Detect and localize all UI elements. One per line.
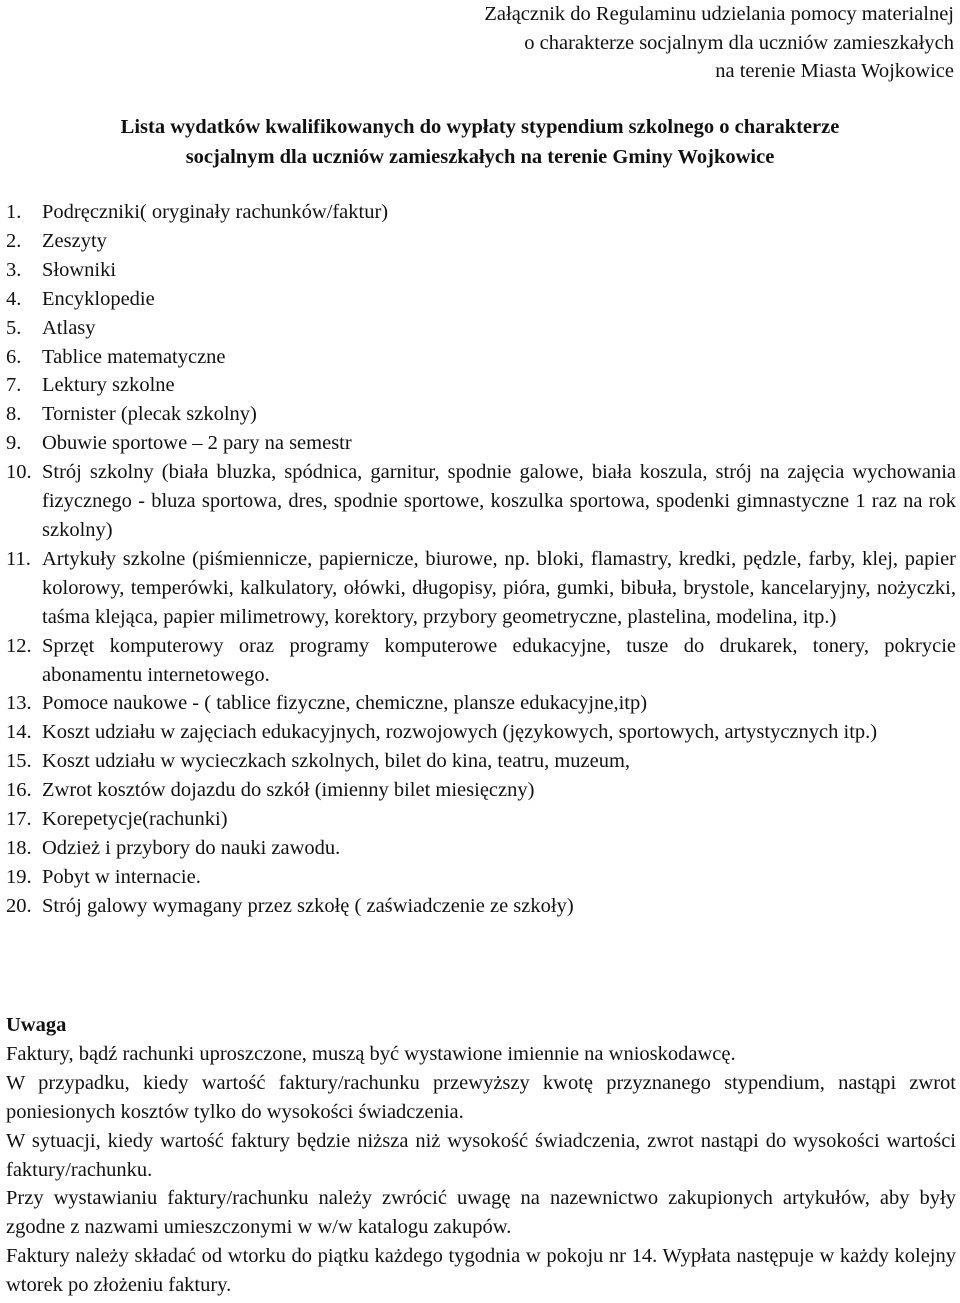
item-number: 5.: [6, 316, 22, 339]
item-text: Pomoce naukowe - ( tablice fizyczne, chemiczne, plansze edukacyjne,itp): [42, 692, 648, 715]
list-item: [6, 285, 956, 314]
item-number: 17.: [6, 808, 32, 831]
item-number: 13.: [6, 692, 32, 715]
item-text: Zwrot kosztów dojazdu do szkół (imienny bilet miesięczny): [42, 779, 535, 802]
item-number: 14.: [6, 721, 32, 744]
item-text: Pobyt w internacie.: [42, 865, 201, 888]
note-paragraph: W sytuacji, kiedy wartość faktury będzie niższa niż wysokość świadczenia, zwrot nastąpi do wysokości wartości faktury/rachunku.: [6, 1129, 956, 1181]
item-text: Słowniki: [42, 258, 117, 281]
item-number: 19.: [6, 865, 32, 888]
list-item: [6, 747, 956, 776]
item-number: 8.: [6, 403, 22, 426]
item-number: 12.: [6, 634, 32, 657]
item-text: Odzież i przybory do nauki zawodu.: [42, 836, 341, 859]
item-number: 18.: [6, 836, 32, 859]
list-item: [6, 400, 956, 429]
item-text: Encyklopedie: [42, 287, 155, 310]
list-item: [6, 805, 956, 834]
list-item: [6, 256, 956, 285]
item-text: Strój galowy wymagany przez szkołę ( zaświadczenie ze szkoły): [42, 894, 574, 917]
item-text: Artykuły szkolne (piśmiennicze, papiernicze, biurowe, np. bloki, flamastry, kredki, pędzle, farby, klej, papier kolorowy, temperówki, kalkulatory, ołówki, długopisy, pióra, gumki, bibuła, brystole, kancelaryjny, nożyczki, taśma klejąca, papier milimetrowy, korektory, przybory geometryczne, plastelina, modelina, itp.): [42, 547, 956, 628]
item-number: 15.: [6, 750, 32, 773]
item-number: 3.: [6, 258, 22, 281]
item-text: Koszt udziału w zajęciach edukacyjnych, rozwojowych (językowych, sportowych, artystycznych itp.): [42, 721, 878, 744]
list-item: [6, 458, 956, 545]
item-number: 20.: [6, 894, 32, 917]
item-text: Koszt udziału w wycieczkach szkolnych, bilet do kina, teatru, muzeum,: [42, 750, 631, 773]
item-text: Tornister (plecak szkolny): [42, 403, 257, 426]
note-paragraph: Faktury należy składać od wtorku do piątku każdego tygodnia w pokoju nr 14. Wypłata następuje w każdy kolejny wtorek po złożeniu faktury.: [6, 1245, 956, 1297]
item-text: Strój szkolny (biała bluzka, spódnica, garnitur, spodnie galowe, biała koszula, strój na zajęcia wychowania fizycznego - bluza sportowa, dres, spodnie sportowe, koszulka sportowa, spodenki gimnastyczne 1 raz na rok szkolny): [42, 461, 956, 541]
document-title: [0, 113, 960, 172]
list-item: [6, 343, 956, 372]
title-line: Lista wydatków kwalifikowanych do wypłaty stypendium szkolnego o charakterze: [120, 116, 840, 138]
list-item: [6, 689, 956, 718]
header-line: o charakterze socjalnym dla uczniów zamieszkałych: [524, 31, 954, 54]
note-paragraph: Faktury, bądź rachunki uproszczone, muszą być wystawione imiennie na wnioskodawcę.: [6, 1042, 736, 1065]
item-text: Obuwie sportowe – 2 pary na semestr: [42, 432, 352, 455]
list-item: [6, 198, 956, 227]
title-line: socjalnym dla uczniów zamieszkałych na terenie Gminy Wojkowice: [185, 145, 775, 168]
header-line: na terenie Miasta Wojkowice: [715, 60, 954, 82]
item-number: 10.: [6, 461, 32, 484]
list-item: [6, 718, 956, 747]
item-number: 1.: [6, 201, 22, 223]
item-text: Tablice matematyczne: [42, 345, 226, 368]
item-number: 2.: [6, 229, 22, 252]
item-text: Lektury szkolne: [42, 374, 175, 397]
list-item: [6, 429, 956, 458]
item-number: 16.: [6, 779, 32, 802]
list-item: [6, 314, 956, 343]
list-item: [6, 776, 956, 805]
header-line: Załącznik do Regulaminu udzielania pomocy materialnej: [484, 3, 954, 25]
item-text: Korepetycje(rachunki): [42, 808, 228, 831]
expense-list: [6, 198, 956, 921]
note-paragraph: W przypadku, kiedy wartość faktury/rachunku przewyższy kwotę przyznanego stypendium, nastąpi zwrot poniesionych kosztów tylko do wysokości świadczenia.: [6, 1071, 956, 1123]
list-item: [6, 632, 956, 690]
item-number: 11.: [6, 547, 31, 570]
note-paragraph: Przy wystawianiu faktury/rachunku należy zwrócić uwagę na nazewnictwo zakupionych artykułów, aby były zgodne z nazwami umieszczonymi w w/w katalogu zakupów.: [6, 1187, 956, 1239]
list-item: [6, 227, 956, 256]
item-text: Atlasy: [42, 316, 96, 339]
item-number: 4.: [6, 287, 22, 310]
item-number: 7.: [6, 374, 22, 397]
list-item: [6, 371, 956, 400]
list-item: [6, 834, 956, 863]
item-text: Zeszyty: [42, 229, 107, 252]
attachment-header: [314, 0, 954, 86]
list-item: [6, 863, 956, 892]
item-number: 6.: [6, 345, 22, 368]
item-text: Podręczniki( oryginały rachunków/faktur): [42, 201, 389, 223]
list-item: [6, 545, 956, 632]
notes-heading: Uwaga: [6, 1014, 67, 1036]
notes-section: [6, 1011, 956, 1300]
item-number: 9.: [6, 432, 22, 455]
item-text: Sprzęt komputerowy oraz programy komputerowe edukacyjne, tusze do drukarek, tonery, pokrycie abonamentu internetowego.: [42, 634, 956, 686]
list-item: [6, 892, 956, 921]
